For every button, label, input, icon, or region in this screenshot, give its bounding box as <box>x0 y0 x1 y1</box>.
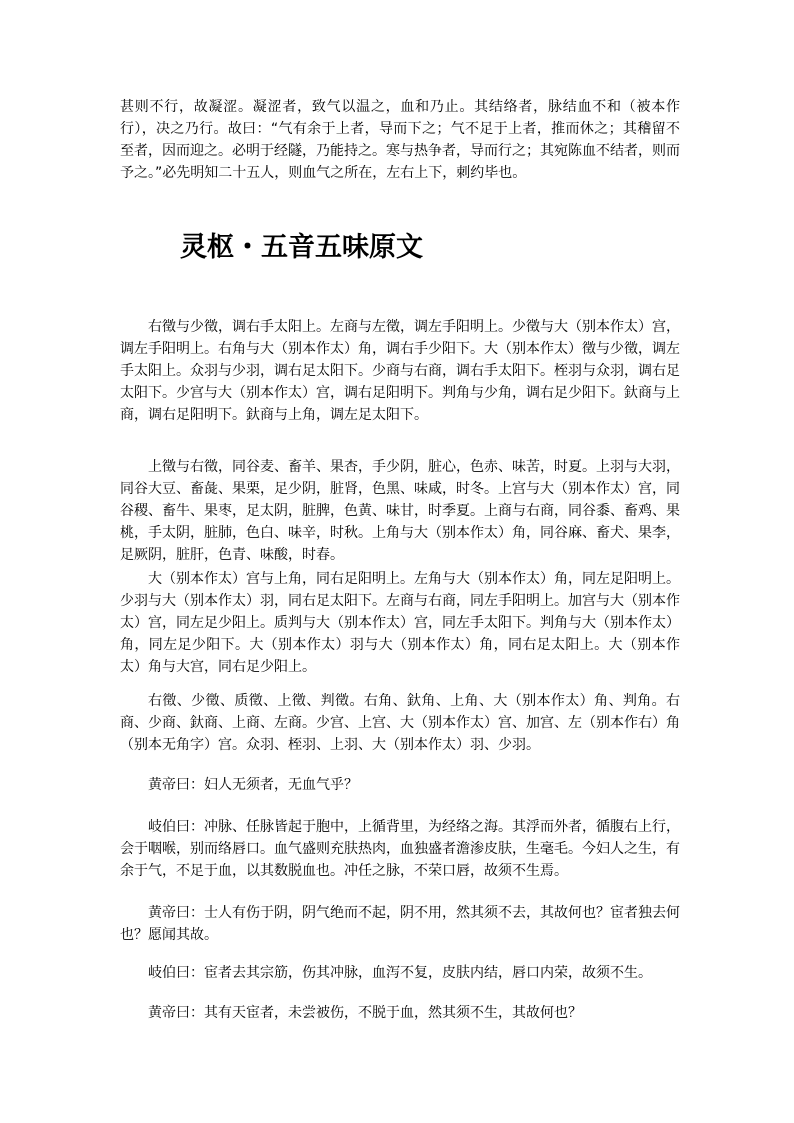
paragraph-qibo-answer-2: 岐伯曰：宦者去其宗筋，伤其冲脉，血泻不复，皮肤内结，唇口内荣，故须不生。 <box>148 965 652 981</box>
paragraph-meridian-pairs: 大（别本作太）宫与上角，同右足阳明上。左角与大（别本作太）角，同左足阳明上。少羽与大（别本作太）羽，同右足太阳下。左商与右商，同左手阳明上。加宫与大（别本作太）宫，同左足少阳上。质判与大（别本作太）宫，同左手太阳下。判角与大（别本作太）角，同左足少阳下。大（别本作太）羽与大（别本作太）角，同右足太阳上。大（别本作太）角与大宫，同右足少阳上。 <box>120 571 680 675</box>
paragraph-tuning-pairs: 右徵与少徵，调右手太阳上。左商与左徵，调左手阳明上。少徵与大（别本作太）宫，调左手阳明上。右角与大（别本作太）角，调右手少阳下。大（别本作太）徵与少徵，调左手太阳上。众羽与少羽，调右足太阳下。少商与右商，调右手太阳下。桎羽与众羽，调右足太阳下。少宫与大（别本作太）宫，调右足阳明下。判角与少角，调右足少阳下。釱商与上商，调右足阳明下。釱商与上角，调左足太阳下。 <box>120 319 680 423</box>
section-title: 灵枢・五音五味原文 <box>180 232 423 263</box>
paragraph-qibo-answer-1: 岐伯曰：冲脉、任脉皆起于胞中，上循背里，为经络之海。其浮而外者，循腹右上行，会于咽喉，别而络唇口。血气盛则充肤热肉，血独盛者澹渗皮肤，生毫毛。今妇人之生，有余于气，不足于血，以其数脱血也。冲任之脉，不荣口唇，故须不生焉。 <box>120 819 680 879</box>
paragraph-huangdi-question-2: 黄帝曰：士人有伤于阴，阴气绝而不起，阴不用，然其须不去，其故何也？宦者独去何也？愿闻其故。 <box>120 905 680 943</box>
paragraph-correspondences: 上徵与右徵，同谷麦、畜羊、果杏，手少阴，脏心，色赤、味苦，时夏。上羽与大羽，同谷大豆、畜彘、果栗，足少阴，脏肾，色黑、味咸，时冬。上宫与大（别本作太）宫，同谷稷、畜牛、果枣，足太阴，脏脾，色黄、味甘，时季夏。上商与右商，同谷黍、畜鸡、果桃，手太阴，脏肺，色白、味辛，时秋。上角与大（别本作太）角，同谷麻、畜犬、果李，足厥阴，脏肝，色青、味酸，时春。 <box>120 459 680 563</box>
paragraph-tone-lists: 右徵、少徵、质徵、上徵、判徵。右角、釱角、上角、大（别本作太）角、判角。右商、少商、釱商、上商、左商。少宫、上宫、大（别本作太）宫、加宫、左（别本作右）角（别本无角字）宫。众羽、桎羽、上羽、大（别本作太）羽、少羽。 <box>120 693 680 753</box>
paragraph-huangdi-question-1: 黄帝曰：妇人无须者，无血气乎？ <box>148 777 358 793</box>
intro-paragraph: 甚则不行，故凝涩。凝涩者，致气以温之，血和乃止。其结络者，脉结血不和（被本作行），决之乃行。故曰：“气有余于上者，导而下之；气不足于上者，推而休之；其稽留不至者，因而迎之。必明于经隧，乃能持之。寒与热争者，导而行之；其宛陈血不结者，则而予之。”必先明知二十五人，则血气之所在，左右上下，刺约毕也。 <box>120 99 680 181</box>
paragraph-huangdi-question-3: 黄帝曰：其有天宦者，未尝被伤，不脱于血，然其须不生，其故何也？ <box>148 1005 582 1021</box>
